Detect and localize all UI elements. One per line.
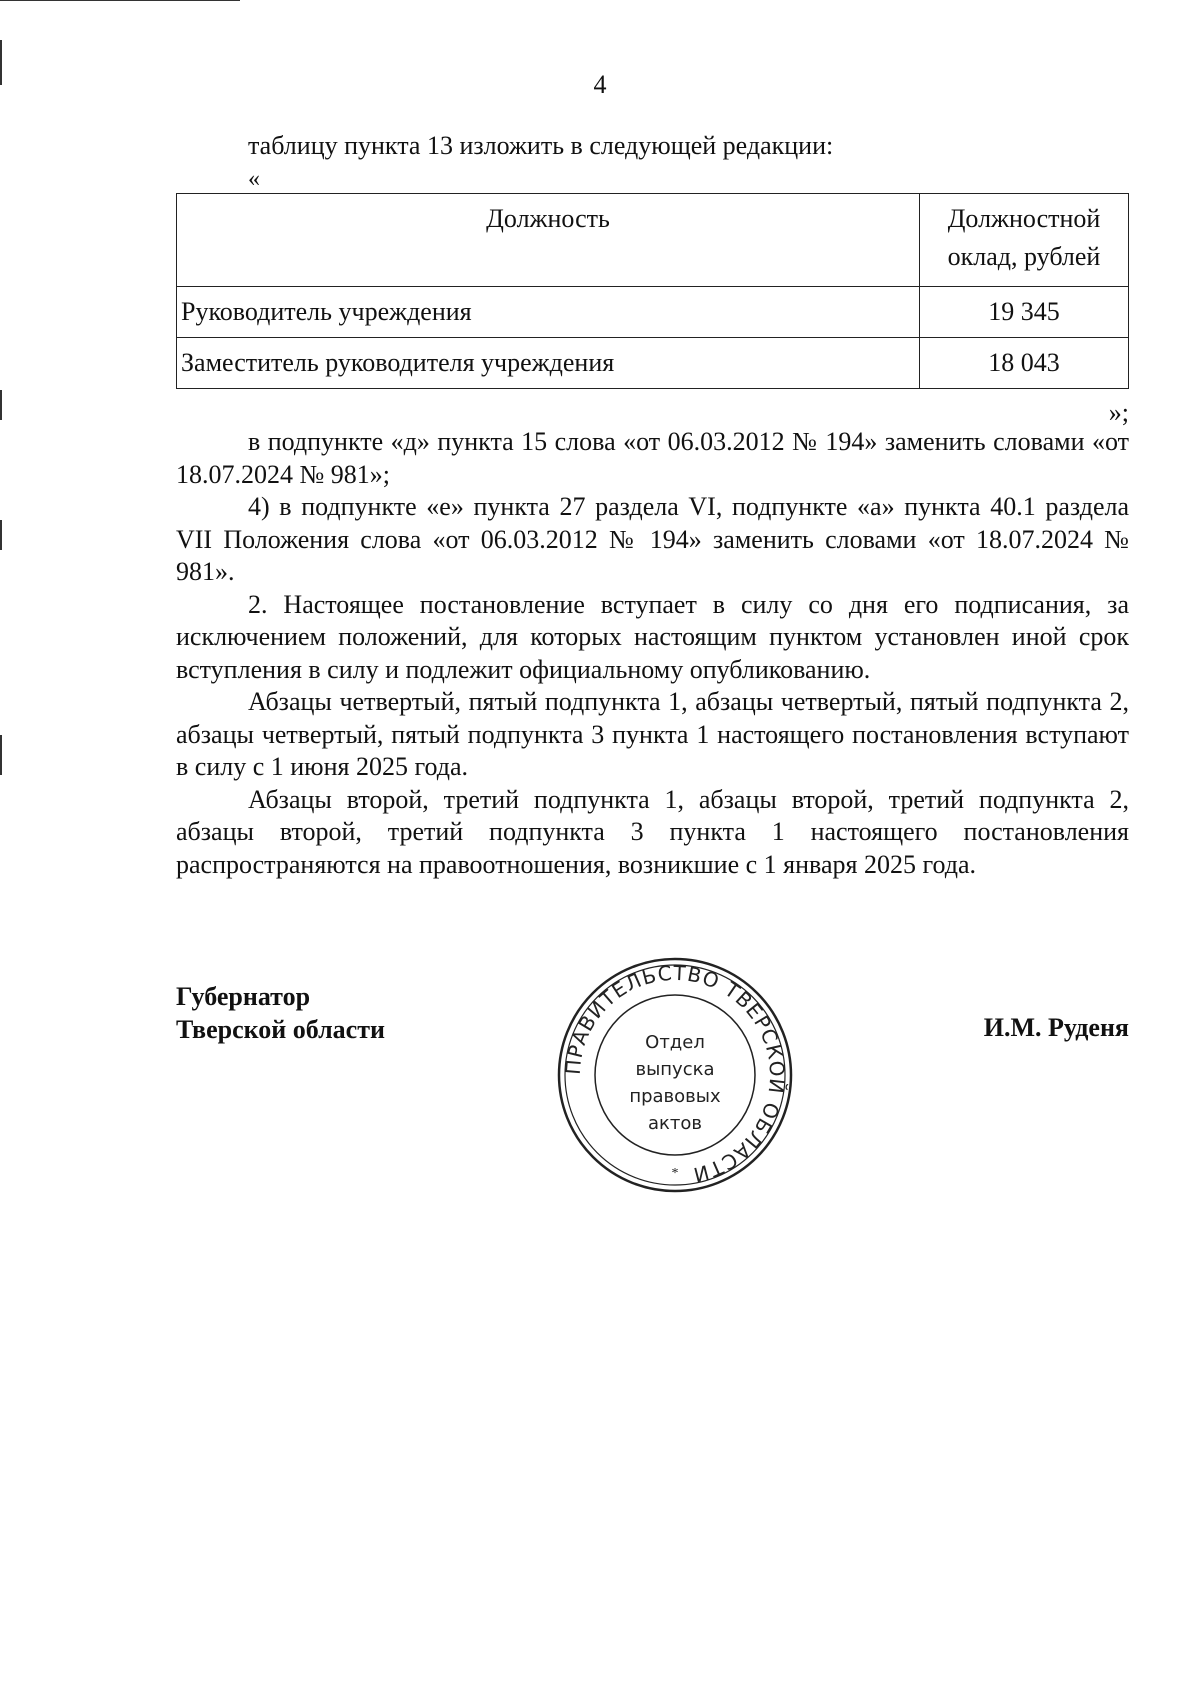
paragraph: Абзацы второй, третий подпункта 1, абзацы второй, третий подпункта 2, абзацы второй, третий подпункта 3 пункта 1 настоящего постановления распространяются на правоотношения, возникшие с 1 января 2025 года.: [176, 784, 1129, 879]
official-stamp: [555, 955, 795, 1195]
stamp-star: *: [671, 1166, 679, 1181]
paragraph: 2. Настоящее постановление вступает в силу со дня его подписания, за исключением положений, для которых настоящим пунктом установлен иной срок вступления в силу и подлежит официальному опубликованию.: [176, 589, 1129, 684]
signatory-title: [176, 980, 385, 1046]
table-row: [177, 338, 1129, 389]
stamp-line: выпуска: [635, 1059, 715, 1080]
scan-mark: [0, 735, 2, 775]
scan-mark: [0, 520, 2, 550]
signatory-name: И.М. Руденя: [983, 1013, 1129, 1042]
scan-mark: [0, 390, 2, 420]
stamp-line: актов: [647, 1113, 702, 1134]
stamp-ring-text: ПРАВИТЕЛЬСТВО ТВЕРСКОЙ ОБЛАСТИ: [560, 960, 790, 1188]
row-salary: 18 043: [920, 338, 1129, 389]
close-quote: »;: [1108, 398, 1129, 427]
salary-table: [176, 193, 1129, 389]
stamp-line: Отдел: [645, 1032, 705, 1053]
signatory-title-line: Тверской области: [176, 1015, 385, 1044]
header-position: Должность: [177, 194, 920, 287]
paragraph: 4) в подпункте «е» пункта 27 раздела VI, подпункте «а» пункта 40.1 раздела VII Положения слова «от 06.03.2012 № 194» заменить словами «от 18.07.2024 № 981».: [176, 492, 1129, 586]
signatory-title-line: Губернатор: [176, 982, 311, 1011]
row-position: Руководитель учреждения: [177, 287, 920, 338]
stamp-line: правовых: [629, 1086, 721, 1107]
header-salary: Должностной оклад, рублей: [920, 194, 1129, 287]
paragraph: в подпункте «д» пункта 15 слова «от 06.03.2012 № 194» заменить словами «от 18.07.2024 № 981»;: [176, 427, 1129, 489]
table-header-row: [177, 194, 1129, 287]
row-position: Заместитель руководителя учреждения: [177, 338, 920, 389]
row-salary: 19 345: [920, 287, 1129, 338]
stamp-inner-text: [555, 1029, 795, 1137]
page-number: 4: [593, 70, 607, 99]
document-body: [176, 426, 1129, 881]
intro-text: таблицу пункта 13 изложить в следующей редакции:: [248, 131, 834, 160]
paragraph: Абзацы четвертый, пятый подпункта 1, абзацы четвертый, пятый подпункта 2, абзацы четвертый, пятый подпункта 3 пункта 1 настоящего постановления вступают в силу с 1 июня 2025 года.: [176, 687, 1129, 781]
table-row: [177, 287, 1129, 338]
open-quote: «: [248, 166, 260, 192]
scan-mark: [0, 0, 240, 1]
